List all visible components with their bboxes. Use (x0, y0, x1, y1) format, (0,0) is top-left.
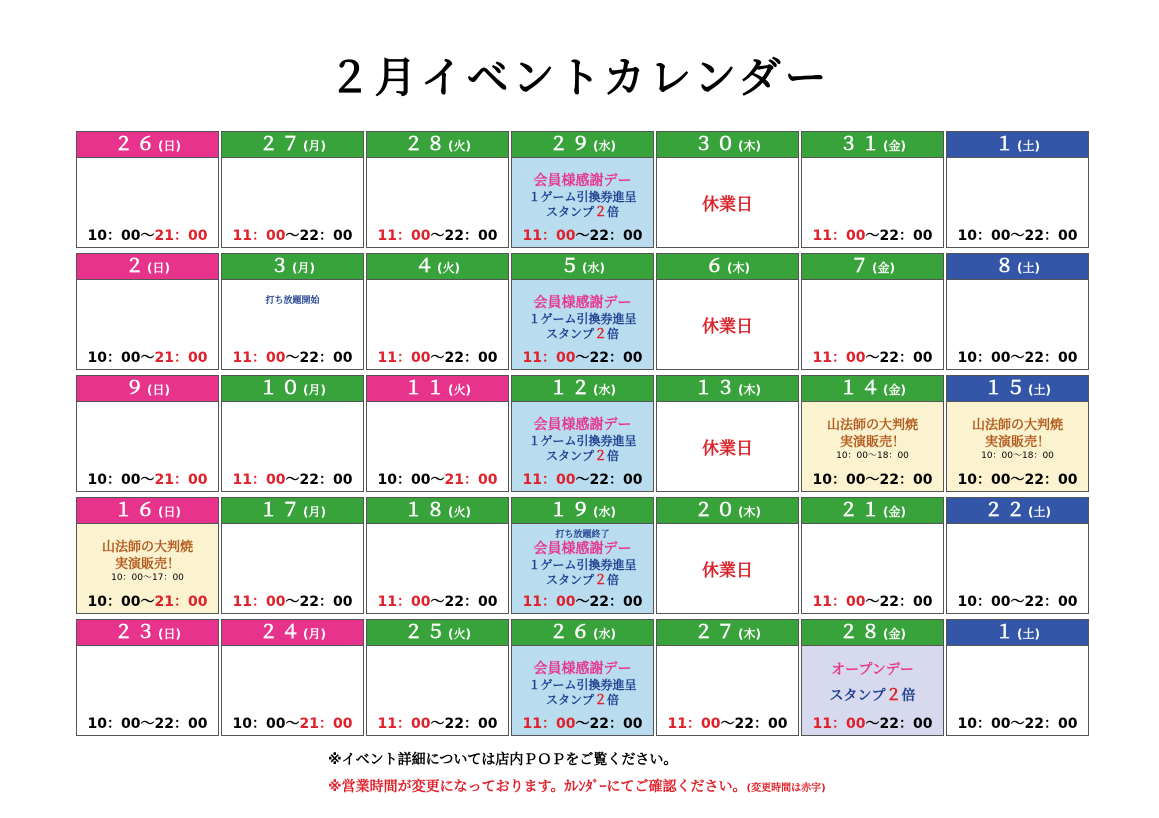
day-number: ６ (705, 255, 728, 277)
day-header (946, 619, 1089, 646)
promo-title: 山法師の大判焼 (826, 418, 918, 433)
business-hours (222, 225, 363, 245)
business-hours (77, 591, 218, 611)
day-number: ２７ (694, 621, 739, 643)
business-hours (802, 713, 943, 733)
day-header (656, 375, 799, 402)
day-cell (366, 253, 509, 370)
day-cell (946, 375, 1089, 492)
day-cell (511, 375, 654, 492)
day-number: １５ (984, 377, 1029, 399)
page-title: ２月イベントカレンダー (328, 53, 831, 102)
ticket-label: １ゲーム引換券進呈 (528, 678, 637, 692)
hours-end: ～22：00 (430, 716, 498, 732)
hours-end: 21：00 (299, 716, 353, 732)
day-cell (511, 619, 654, 736)
day-header (221, 497, 364, 524)
business-hours (802, 225, 943, 245)
day-header (221, 131, 364, 158)
day-header (511, 619, 654, 646)
day-header (76, 497, 219, 524)
promo-subtitle: 実演販売！ (114, 557, 180, 572)
stamp-label: スタンプ２倍 (545, 693, 620, 708)
hours-start: 11：00 (812, 228, 866, 244)
day-number: ２３ (114, 621, 159, 643)
hours-start: 10：00～ (232, 716, 300, 732)
day-of-week: (月) (303, 139, 326, 153)
hours-start: 11：00 (812, 594, 866, 610)
promo-subtitle: 実演販売！ (984, 435, 1050, 450)
day-number: ２８ (404, 133, 449, 155)
hours-end: 21：00 (154, 228, 208, 244)
day-cell (76, 497, 219, 614)
promo-title: 山法師の大判焼 (101, 540, 193, 555)
hours-start: 11：00 (377, 350, 431, 366)
hours-end: ～22：00 (430, 594, 498, 610)
hours-end: ～22：00 (865, 228, 933, 244)
hours-start: 10：00～22：00 (957, 350, 1078, 366)
day-cell (221, 619, 364, 736)
day-cell (366, 375, 509, 492)
day-number: ２７ (259, 133, 304, 155)
day-header (76, 375, 219, 402)
day-of-week: (日) (158, 505, 181, 519)
day-of-week: (木) (738, 383, 761, 397)
business-hours (512, 347, 653, 367)
holiday-label: 休業日 (702, 195, 753, 215)
day-header (656, 497, 799, 524)
business-hours (947, 225, 1088, 245)
hours-start: 11：00 (232, 472, 286, 488)
day-cell (221, 131, 364, 248)
day-of-week: (火) (448, 383, 471, 397)
day-header (656, 131, 799, 158)
holiday-label: 休業日 (702, 317, 753, 337)
business-hours (512, 469, 653, 489)
stamp-label: スタンプ２倍 (545, 573, 620, 588)
ticket-label: １ゲーム引換券進呈 (528, 434, 637, 448)
day-number: ４ (415, 255, 438, 277)
day-number: ９ (125, 377, 148, 399)
hours-start: 11：00 (667, 716, 721, 732)
day-header (511, 497, 654, 524)
business-hours (367, 347, 508, 367)
day-number: １２ (549, 377, 594, 399)
member-event (512, 294, 653, 342)
day-cell (366, 619, 509, 736)
hours-start: 10：00～22：00 (957, 472, 1078, 488)
promo-hours: 10：00～18：00 (836, 451, 909, 461)
day-header (801, 375, 944, 402)
day-of-week: (金) (883, 627, 906, 641)
business-hours (802, 591, 943, 611)
day-cell (511, 497, 654, 614)
day-number: １０ (259, 377, 304, 399)
day-of-week: (水) (593, 139, 616, 153)
day-cell (656, 619, 799, 736)
day-cell (801, 375, 944, 492)
day-of-week: (火) (448, 505, 471, 519)
business-hours (512, 225, 653, 245)
day-cell (801, 131, 944, 248)
day-of-week: (月) (303, 383, 326, 397)
hours-end: ～22：00 (720, 716, 788, 732)
day-header (801, 497, 944, 524)
hours-start: 11：00 (812, 350, 866, 366)
day-cell (801, 497, 944, 614)
hours-start: 11：00 (522, 228, 576, 244)
business-hours (222, 591, 363, 611)
day-number: ２１ (839, 499, 884, 521)
hours-start: 10：00～22：00 (87, 716, 208, 732)
business-hours (222, 469, 363, 489)
day-number: １４ (839, 377, 884, 399)
hours-start: 10：00～22：00 (812, 472, 933, 488)
business-hours (222, 347, 363, 367)
day-cell (946, 497, 1089, 614)
day-number: ２６ (549, 621, 594, 643)
member-day-label: 会員様感謝デー (533, 173, 632, 189)
hours-end: ～22：00 (575, 350, 643, 366)
day-header (366, 497, 509, 524)
day-number: ２ (125, 255, 148, 277)
day-of-week: (金) (883, 139, 906, 153)
hours-end: ～22：00 (575, 472, 643, 488)
member-day-label: 会員様感謝デー (533, 295, 632, 311)
business-hours (947, 591, 1088, 611)
business-hours (947, 469, 1088, 489)
day-number: ７ (850, 255, 873, 277)
ticket-label: １ゲーム引換券進呈 (528, 312, 637, 326)
hours-start: 11：00 (522, 472, 576, 488)
day-cell (366, 497, 509, 614)
day-header (76, 619, 219, 646)
day-number: ２０ (694, 499, 739, 521)
day-number: １７ (259, 499, 304, 521)
holiday-label: 休業日 (702, 561, 753, 581)
day-number: ２４ (259, 621, 304, 643)
day-of-week: (土) (1017, 139, 1040, 153)
day-of-week: (水) (593, 627, 616, 641)
day-header (801, 619, 944, 646)
stamp-label: スタンプ２倍 (545, 327, 620, 342)
member-day-label: 会員様感謝デー (533, 417, 632, 433)
hours-start: 10：00～22：00 (957, 716, 1078, 732)
hours-start: 10：00～ (87, 350, 155, 366)
day-cell (801, 619, 944, 736)
hours-end: ～22：00 (285, 594, 353, 610)
day-cell (511, 253, 654, 370)
hours-start: 11：00 (522, 350, 576, 366)
hours-start: 11：00 (812, 716, 866, 732)
hours-start: 10：00～22：00 (957, 228, 1078, 244)
hours-start: 11：00 (377, 716, 431, 732)
hours-start: 11：00 (232, 594, 286, 610)
hours-start: 11：00 (232, 228, 286, 244)
day-number: １９ (549, 499, 594, 521)
business-hours (367, 713, 508, 733)
day-of-week: (火) (448, 627, 471, 641)
day-cell (946, 253, 1089, 370)
promo-title: 山法師の大判焼 (971, 418, 1063, 433)
day-of-week: (日) (158, 139, 181, 153)
day-of-week: (水) (582, 261, 605, 275)
day-number: ２２ (984, 499, 1029, 521)
business-hours (222, 713, 363, 733)
day-header (946, 375, 1089, 402)
business-hours (947, 713, 1088, 733)
ticket-label: １ゲーム引換券進呈 (528, 558, 637, 572)
day-header (511, 131, 654, 158)
day-number: １８ (404, 499, 449, 521)
hours-end: ～22：00 (865, 716, 933, 732)
promo-event (77, 539, 218, 584)
footer-note: ※イベント詳細については店内ＰＯＰをご覧ください。 (328, 752, 678, 768)
ticket-label: １ゲーム引換券進呈 (528, 190, 637, 204)
hours-end: ～22：00 (575, 716, 643, 732)
hours-end: ～22：00 (430, 228, 498, 244)
day-number: １ (995, 133, 1018, 155)
day-of-week: (水) (593, 383, 616, 397)
day-of-week: (金) (883, 383, 906, 397)
day-cell (801, 253, 944, 370)
day-cell (656, 131, 799, 248)
business-hours (77, 713, 218, 733)
day-cell (946, 131, 1089, 248)
open-day-label: オープンデー (831, 662, 914, 678)
day-cell (656, 375, 799, 492)
day-of-week: (木) (738, 139, 761, 153)
business-hours (657, 713, 798, 733)
member-day-label: 会員様感謝デー (533, 661, 632, 677)
day-of-week: (月) (292, 261, 315, 275)
member-event (512, 172, 653, 220)
hours-start: 11：00 (377, 228, 431, 244)
day-of-week: (月) (303, 505, 326, 519)
hours-end: ～22：00 (285, 472, 353, 488)
business-hours (512, 713, 653, 733)
hours-end: 21：00 (154, 594, 208, 610)
business-hours (77, 469, 218, 489)
day-header (801, 253, 944, 280)
hours-start: 11：00 (377, 594, 431, 610)
day-of-week: (土) (1028, 505, 1051, 519)
day-header (221, 253, 364, 280)
hours-start: 11：00 (232, 350, 286, 366)
open-stamp-label: スタンプ２倍 (829, 685, 916, 704)
day-number: ３０ (694, 133, 739, 155)
hours-end: ～22：00 (575, 594, 643, 610)
day-of-week: (木) (738, 627, 761, 641)
day-number: ２５ (404, 621, 449, 643)
day-of-week: (土) (1017, 261, 1040, 275)
day-of-week: (木) (727, 261, 750, 275)
day-header (366, 131, 509, 158)
business-hours (77, 225, 218, 245)
business-hours (77, 347, 218, 367)
event-note: 打ち放題終了 (555, 530, 610, 540)
business-hours (947, 347, 1088, 367)
business-hours (802, 347, 943, 367)
promo-subtitle: 実演販売！ (839, 435, 905, 450)
day-header (801, 131, 944, 158)
footer-hours-text: ※営業時間が変更になっております。ｶﾚﾝﾀﾞｰにてご確認ください。 (328, 779, 747, 795)
footer-hours-note (328, 776, 826, 796)
day-number: ３１ (839, 133, 884, 155)
hours-start: 10：00～ (87, 228, 155, 244)
day-header (511, 375, 654, 402)
day-header (76, 131, 219, 158)
business-hours (512, 591, 653, 611)
hours-start: 10：00～ (87, 594, 155, 610)
business-hours (367, 469, 508, 489)
day-number: ２９ (549, 133, 594, 155)
day-cell (946, 619, 1089, 736)
day-header (656, 619, 799, 646)
day-cell (366, 131, 509, 248)
day-header (946, 131, 1089, 158)
day-number: ８ (995, 255, 1018, 277)
day-header (366, 253, 509, 280)
day-number: ５ (560, 255, 583, 277)
day-number: １３ (694, 377, 739, 399)
hours-start: 10：00～22：00 (957, 594, 1078, 610)
day-header (221, 619, 364, 646)
day-header (366, 619, 509, 646)
day-cell (76, 253, 219, 370)
day-of-week: (土) (1028, 383, 1051, 397)
day-number: ２８ (839, 621, 884, 643)
day-header (511, 253, 654, 280)
day-number: １ (995, 621, 1018, 643)
footer-hours-small: (変更時間は赤字) (746, 783, 826, 794)
day-of-week: (金) (872, 261, 895, 275)
day-of-week: (水) (593, 505, 616, 519)
hours-end: ～22：00 (575, 228, 643, 244)
day-cell (511, 131, 654, 248)
day-header (656, 253, 799, 280)
day-header (221, 375, 364, 402)
day-number: ２６ (114, 133, 159, 155)
day-header (366, 375, 509, 402)
hours-end: 21：00 (154, 472, 208, 488)
day-of-week: (火) (448, 139, 471, 153)
day-of-week: (日) (147, 383, 170, 397)
event-note: 打ち放題開始 (265, 296, 320, 306)
member-event (512, 660, 653, 708)
day-of-week: (月) (303, 627, 326, 641)
hours-start: 11：00 (522, 716, 576, 732)
promo-hours: 10：00～17：00 (111, 573, 184, 583)
day-cell (656, 497, 799, 614)
day-header (76, 253, 219, 280)
day-cell (221, 375, 364, 492)
day-of-week: (土) (1017, 627, 1040, 641)
day-cell (76, 619, 219, 736)
day-of-week: (日) (158, 627, 181, 641)
hours-start: 10：00～ (377, 472, 445, 488)
hours-start: 10：00～ (87, 472, 155, 488)
business-hours (367, 225, 508, 245)
day-header (946, 497, 1089, 524)
day-of-week: (日) (147, 261, 170, 275)
hours-end: ～22：00 (430, 350, 498, 366)
business-hours (367, 591, 508, 611)
stamp-label: スタンプ２倍 (545, 205, 620, 220)
hours-start: 11：00 (522, 594, 576, 610)
hours-end: ～22：00 (865, 594, 933, 610)
holiday-label: 休業日 (702, 439, 753, 459)
hours-end: ～22：00 (285, 228, 353, 244)
member-event (512, 540, 653, 588)
hours-end: 21：00 (154, 350, 208, 366)
business-hours (802, 469, 943, 489)
day-of-week: (火) (437, 261, 460, 275)
day-cell (221, 497, 364, 614)
day-cell (656, 253, 799, 370)
hours-end: 21：00 (444, 472, 498, 488)
hours-end: ～22：00 (285, 350, 353, 366)
hours-end: ～22：00 (865, 350, 933, 366)
day-header (946, 253, 1089, 280)
member-day-label: 会員様感謝デー (533, 541, 632, 557)
promo-event (947, 417, 1088, 462)
day-of-week: (木) (738, 505, 761, 519)
promo-hours: 10：00～18：00 (981, 451, 1054, 461)
day-number: １１ (404, 377, 449, 399)
day-number: ３ (270, 255, 293, 277)
day-cell (76, 375, 219, 492)
member-event (512, 416, 653, 464)
day-of-week: (金) (883, 505, 906, 519)
stamp-label: スタンプ２倍 (545, 449, 620, 464)
promo-event (802, 417, 943, 462)
day-cell (221, 253, 364, 370)
day-cell (76, 131, 219, 248)
day-number: １６ (114, 499, 159, 521)
